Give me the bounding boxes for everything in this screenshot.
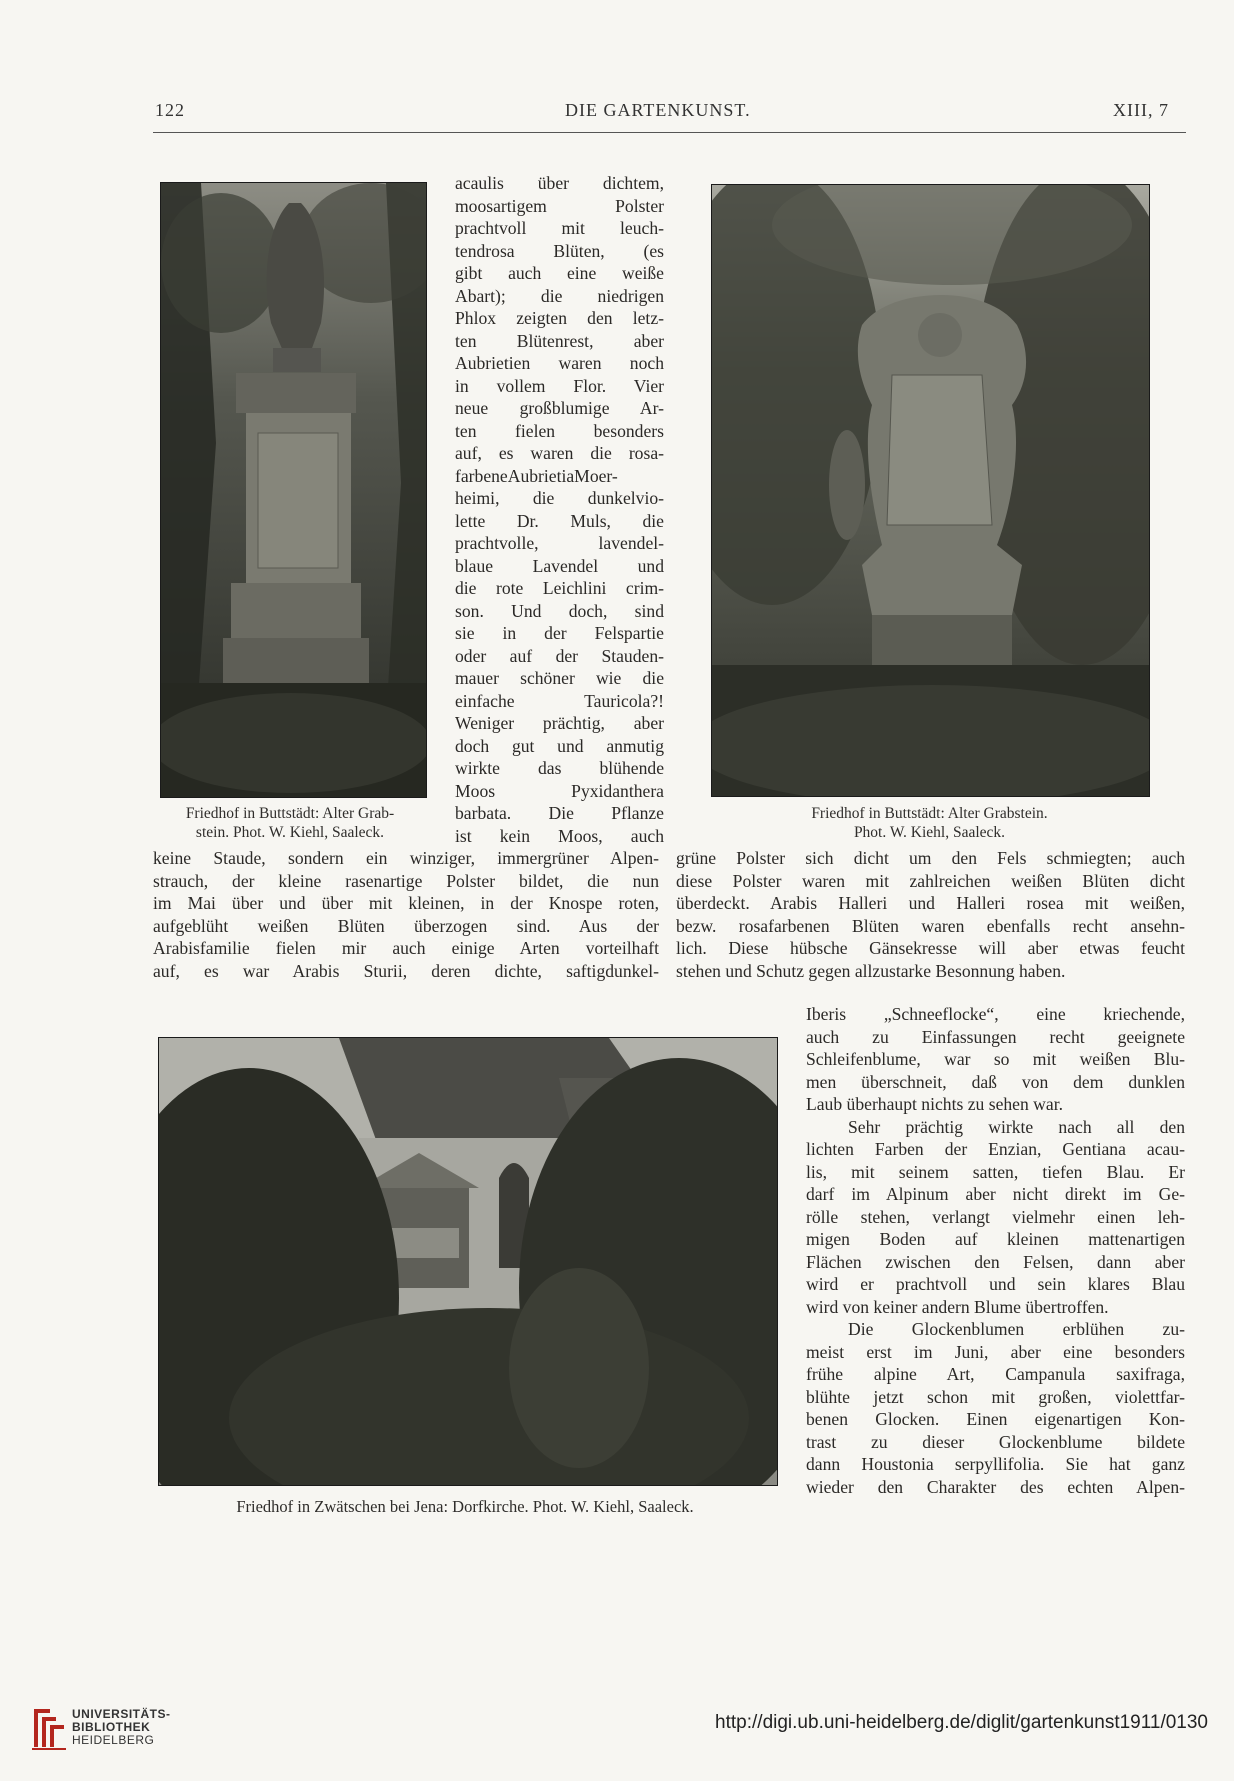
text-line: meist erst im Juni, aber eine besonders [806,1341,1185,1362]
page-number: 122 [155,100,185,120]
text-line: Aubrietien waren noch [455,353,664,373]
university-library-logo-icon [30,1703,70,1753]
text-line: wird er prachtvoll und sein klares Blau [806,1274,1185,1294]
header-rule [153,132,1186,133]
text-line: lichten Farben der Enzian, Gentiana acau- [806,1139,1185,1159]
text-line: prachtvolle, lavendel- [455,533,664,553]
text-line: tendrosa Blüten, (es [455,240,664,261]
text-line: Moos Pyxidanthera [455,780,664,801]
text-line: heimi, die dunkelvio- [455,488,664,508]
library-name-line2: BIBLIOTHEK [72,1720,151,1734]
text-line: auf, es waren die rosa- [455,443,664,463]
village-church-photo [158,1037,778,1486]
right-text-column [676,847,1185,982]
text-line: einfache Tauricola?! [455,690,664,711]
text-line: wirkte das blühende [455,758,664,778]
caption-top-right-line1: Friedhof in Buttstädt: Alter Grabstein. [811,805,1048,822]
text-line: Arabisfamilie fielen mir auch einige Arten vorteilhaft [153,938,659,958]
caption-top-left-line1: Friedhof in Buttstädt: Alter Grab- [185,805,395,822]
text-line: lette Dr. Muls, die [455,510,664,531]
text-line: farbeneAubrietiaMoer- [455,465,618,486]
text-line: bezw. rosafarbenen Blüten waren ebenfalls recht ansehn- [676,915,1185,936]
text-line: blühte jetzt schon mit großen, violettfar- [806,1386,1185,1407]
text-line: sie in der Felspartie [455,623,664,643]
library-name-line3: HEIDELBERG [72,1733,155,1747]
text-line: im Mai über und über mit kleinen, in der Knospe roten, [153,893,659,913]
text-line: Weniger prächtig, aber [455,713,664,733]
text-line: trast zu dieser Glockenblume bildete [806,1431,1185,1452]
text-line: neue großblumige Ar- [455,398,664,418]
text-line: lich. Diese hübsche Gänsekresse will aber etwas feucht [676,938,1185,958]
text-line: wird von keiner andern Blume übertroffen. [806,1296,1109,1317]
text-line: überdeckt. Arabis Halleri und Halleri rosea mit weißen, [676,893,1185,913]
text-line: Iberis „Schneeflocke“, eine kriechende, [806,1004,1185,1024]
text-line: auf, es war Arabis Sturii, deren dichte, saftigdunkel- [153,960,659,981]
text-line: Sehr prächtig wirkte nach all den [848,1116,1185,1137]
text-line: die rote Leichlini crim- [455,578,664,598]
text-line: Flächen zwischen den Felsen, dann aber [806,1251,1185,1272]
text-line: men überschneit, daß von dem dunklen [806,1071,1185,1092]
caption-top-left-line2: stein. Phot. W. Kiehl, Saaleck. [195,824,385,841]
volume-issue: XIII, 7 [1113,100,1169,120]
text-line: prachtvoll mit leuch- [455,218,664,238]
urn-gravestone-photo [160,182,427,798]
caption-top-left [140,804,440,842]
text-line: frühe alpine Art, Campanula saxifraga, [806,1364,1185,1384]
text-line: auch zu Einfassungen recht geeignete [806,1026,1185,1047]
caption-top-right [711,804,1148,842]
lower-right-text-column [806,1003,1185,1498]
text-line: Laub überhaupt nichts zu sehen war. [806,1094,1063,1114]
text-line: son. Und doch, sind [455,600,664,621]
text-line: lis, mit seinem satten, tiefen Blau. Er [806,1161,1185,1182]
source-url-link[interactable]: http://digi.ub.uni-heidelberg.de/diglit/gartenkunst1911/0130 [715,1712,1208,1733]
text-line: Phlox zeigten den letz- [455,308,664,328]
caption-top-right-line2: Phot. W. Kiehl, Saaleck. [853,824,1006,841]
text-line: Die Glockenblumen erblühen zu- [848,1319,1185,1339]
text-line: diese Polster waren mit zahlreichen weißen Blüten dicht [676,870,1185,891]
text-line: gibt auch eine weiße [455,263,664,283]
journal-title: DIE GARTENKUNST. [565,100,751,120]
text-line: darf im Alpinum aber nicht direkt im Ge- [806,1184,1185,1204]
text-line: grüne Polster sich dicht um den Fels schmiegten; auch [676,848,1185,868]
text-line: moosartigem Polster [455,195,664,216]
text-line: ist kein Moos, auch [455,825,664,846]
text-line: oder auf der Stauden- [455,645,664,666]
text-line: blaue Lavendel und [455,555,664,576]
text-line: aufgeblüht weißen Blüten überzogen sind. Aus der [153,915,659,936]
library-name-line1: UNIVERSITÄTS- [72,1707,171,1721]
text-line: wieder den Charakter des echten Alpen- [806,1476,1185,1497]
text-line: Abart); die niedrigen [455,285,664,306]
caption-bottom: Friedhof in Zwätschen bei Jena: Dorfkirche. Phot. W. Kiehl, Saaleck. [236,1497,694,1516]
text-line: acaulis über dichtem, [455,173,664,193]
text-line: rölle stehen, verlangt vielmehr einen leh- [806,1206,1185,1227]
narrow-text-column [455,172,664,847]
text-line: benen Glocken. Einen eigenartigen Kon- [806,1409,1185,1429]
text-line: ten fielen besonders [455,420,664,441]
text-line: dann Houstonia serpyllifolia. Sie hat ganz [806,1454,1185,1474]
text-line: stehen und Schutz gegen allzustarke Besonnung haben. [676,960,1066,981]
text-line: ten Blütenrest, aber [455,330,664,351]
text-line: strauch, der kleine rasenartige Polster bildet, die nun [153,870,659,891]
text-line: barbata. Die Pflanze [455,803,664,823]
library-name [72,1708,171,1747]
baroque-gravestone-photo [711,184,1150,797]
text-line: in vollem Flor. Vier [455,375,664,396]
text-line: keine Staude, sondern ein winziger, immergrüner Alpen- [153,848,659,868]
text-line: mauer schöner wie die [455,668,664,688]
text-line: doch gut und anmutig [455,735,664,756]
left-text-column [153,847,659,982]
text-line: Schleifenblume, war so mit weißen Blu- [806,1049,1185,1069]
text-line: migen Boden auf kleinen mattenartigen [806,1229,1185,1249]
